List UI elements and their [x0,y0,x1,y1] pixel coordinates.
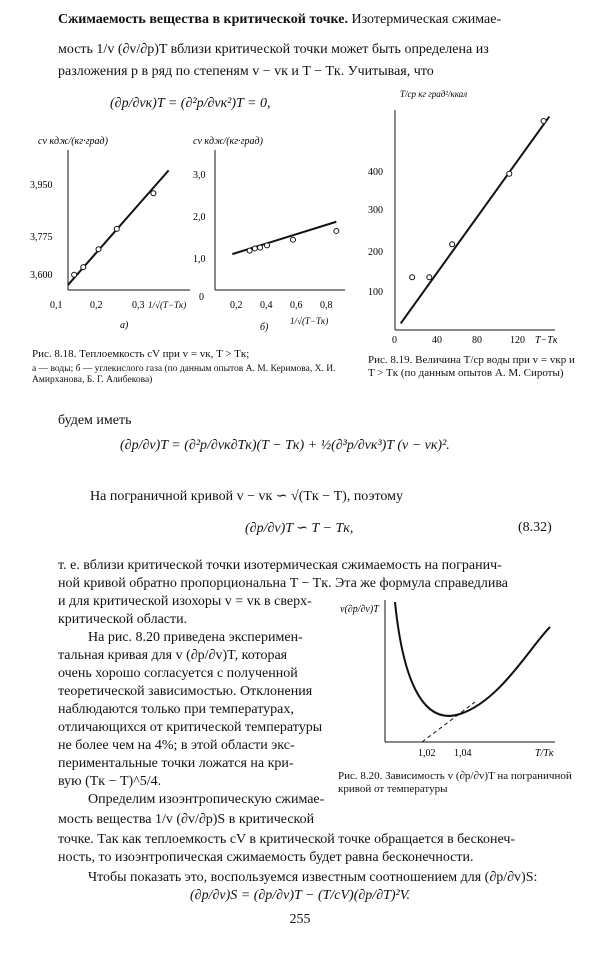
chart-a-panel-label: а) [120,320,129,331]
section-title: Сжимаемость вещества в критической точке. [58,12,348,27]
chart-c-point-5 [541,119,546,124]
chart-b-xtick-2: 0,4 [260,300,273,311]
chart-d-xtick-2: 1,04 [454,748,472,759]
p1-line-3: и для критической изохоры v = vк в сверх- [58,594,312,609]
equation-2: (∂p/∂v)T = (∂²p/∂vк∂Tк)(T − Tк) + ½(∂³p/∂vк³)T (v − vк)². [120,438,450,453]
chart-c [360,85,575,355]
chart-c-fit-line [401,117,550,324]
p2-line-8: периментальные точки ложатся на кри- [58,756,294,771]
chart-a-xtick-1: 0,1 [50,300,63,311]
header-line-3: разложения p в ряд по степеням v − vк и T − Tк. Учитывая, что [58,64,434,79]
chart-d-xlabel: T/Tк [535,748,554,759]
chart-c-point-1 [410,275,415,280]
chart-c-point-2 [427,275,432,280]
chart-a-xtick-3: 0,3 [132,300,145,311]
chart-a-xtick-2: 0,2 [90,300,103,311]
chart-c-ytick-3: 200 [368,247,383,258]
p2-line-2: тальная кривая для v (∂p/∂v)T, которая [58,648,288,663]
equation-4: (∂p/∂v)S = (∂p/∂v)T − (T/cV)(∂p/∂T)²V. [190,888,411,903]
header-line-1-rest: Изотермическая сжимае- [351,12,502,27]
equation-3: (∂p/∂v)T ∽ T − Tк, [245,521,354,536]
equation-1: (∂p/∂vк)T = (∂²p/∂vк²)T = 0, [110,96,271,111]
chart-d-ylabel: v(∂p/∂v)T [340,604,379,615]
chart-b-ytick-1: 3,0 [193,170,206,181]
chart-a-point-2 [81,265,86,270]
chart-b-point-1 [247,248,252,253]
chart-d-xtick-1: 1,02 [418,748,436,759]
chart-c-ytick-4: 100 [368,287,383,298]
chart-c-ytick-2: 300 [368,205,383,216]
chart-b-panel-label: б) [260,322,269,333]
chart-b-xtick-3: 0,6 [290,300,303,311]
chart-b [185,130,355,340]
p2-line-9: вую (Tк − T)^5/4. [58,774,162,789]
chart-c-point-4 [507,171,512,176]
chart-b-xtick-1: 0,2 [230,300,243,311]
chart-b-ytick-2: 2,0 [193,212,206,223]
chart-b-ytick-4: 0 [199,292,204,303]
header-line-1 [58,10,573,30]
chart-c-xtick-1: 0 [392,335,397,346]
p3-line-2: мость вещества 1/v (∂v/∂p)S в критической [58,812,315,827]
chart-c-ytick-1: 400 [368,167,383,178]
chart-b-point-2 [252,246,257,251]
equation-3-number: (8.32) [518,520,552,535]
chart-b-xtick-4: 0,8 [320,300,333,311]
page-number: 255 [289,912,311,927]
text-p4: Чтобы показать это, воспользуемся известным соотношением для (∂p/∂v)S: [88,870,538,885]
chart-b-point-5 [291,237,296,242]
chart-a [30,130,200,340]
chart-c-xtick-3: 80 [472,335,482,346]
chart-a-ytick-1: 3,950 [30,180,53,191]
chart-a-xlabel: 1/√(T−Tк) [148,300,187,310]
fig-8-18-caption: Рис. 8.18. Теплоемкость cV при v = vк, T > Tк; [32,348,250,360]
p2-line-1: На рис. 8.20 приведена эксперимен- [88,630,303,645]
chart-b-ylabel: cv кдж/(кг·град) [193,136,263,147]
chart-c-xtick-2: 40 [432,335,442,346]
chart-a-ytick-3: 3,600 [30,270,53,281]
chart-a-point-3 [96,247,101,252]
fig-8-20-caption: Рис. 8.20. Зависимость v (∂p/∂v)T на пограничной кривой от температуры [338,770,572,795]
fig-8-18-legend: а — воды; б — углекислого газа (по данным опытов А. М. Керимова, Х. И. Амирханова, Б. Г. Алибекова) [32,364,336,385]
chart-c-xtick-4: 120 [510,335,525,346]
header-line-2: мость 1/v (∂v/∂p)T вблизи критической точки может быть определена из [58,42,489,57]
chart-b-point-4 [265,243,270,248]
chart-a-ytick-2: 3,775 [30,232,53,243]
text-budem: будем иметь [58,413,132,428]
fig-8-19-caption: Рис. 8.19. Величина T/cp воды при v = vкр и T > Tк (по данным опытов А. М. Сироты) [368,354,575,379]
p1-line-4: критической области. [58,612,188,627]
p1-line-2: ной кривой обратно пропорциональна T − Tк. Эта же формула справедлива [58,576,509,591]
p2-line-7: не более чем на 4%; в этой области экс- [58,738,295,753]
chart-c-xlabel: T−Tк [535,335,558,346]
chart-a-point-5 [151,191,156,196]
chart-a-ylabel: cv кдж/(кг·град) [38,136,108,147]
p3-line-3: точке. Так как теплоемкость cV в критической точке обращается в бесконеч- [58,832,516,847]
chart-b-point-3 [258,245,263,250]
text-granichnoi: На пограничной кривой v − vк ∽ √(Tк − T), поэтому [90,489,404,504]
p3-line-1: Определим изоэнтропическую сжимае- [88,792,325,807]
p2-line-3: очень хорошо согласуется с полученной [58,666,298,681]
chart-a-point-1 [72,272,77,277]
chart-c-point-3 [450,242,455,247]
p2-line-5: наблюдаются только при температурах, [58,702,294,717]
p2-line-6: отличающихся от критической температуры [58,720,323,735]
p2-line-4: теоретической зависимостью. Отклонения [58,684,313,699]
chart-a-point-4 [114,226,119,231]
chart-d [340,592,575,767]
p3-line-4: ность, то изоэнтропическая сжимаемость будет равна бесконечности. [58,850,474,865]
p1-line-1: т. е. вблизи критической точки изотермическая сжимаемость на погранич- [58,558,502,573]
chart-b-point-6 [334,228,339,233]
chart-c-title: T/cp кг град²/ккал [400,89,468,99]
chart-d-curve [395,602,550,716]
chart-b-ytick-3: 1,0 [193,254,206,265]
chart-b-xlabel: 1/√(T−Tк) [290,316,329,326]
